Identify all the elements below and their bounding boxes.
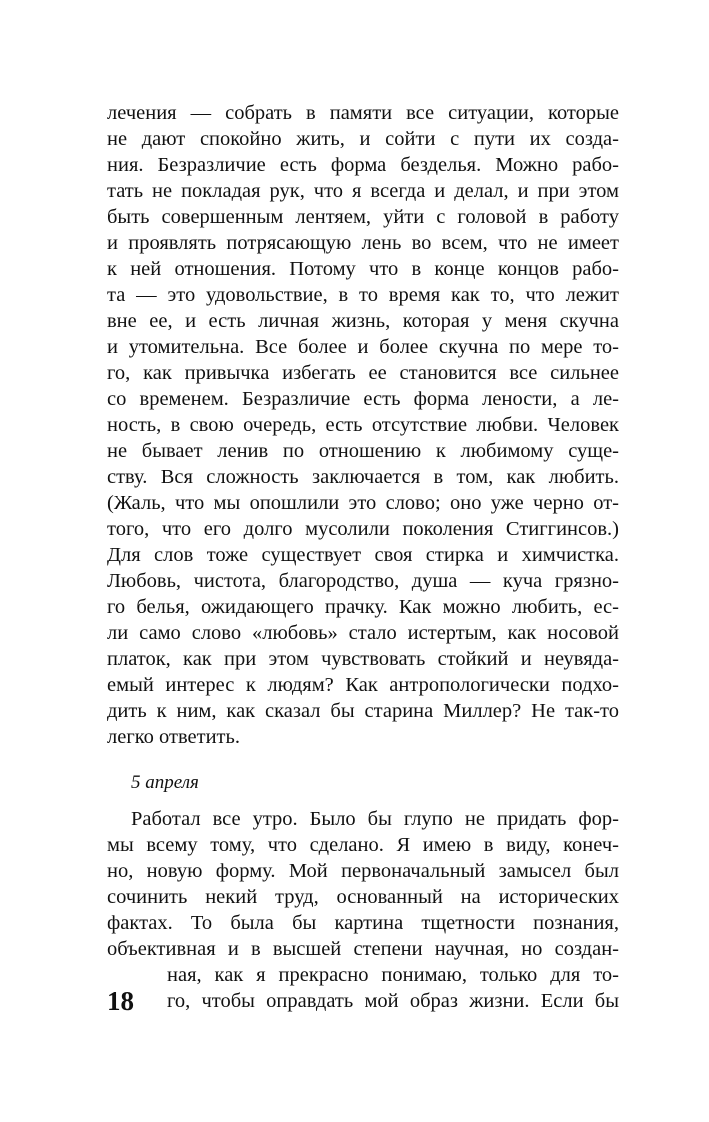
text-line: ству. Вся сложность заключается в том, как любить. [107, 466, 619, 488]
text-line: емый интерес к людям? Как антропологически подхо- [107, 674, 619, 696]
text-line: ния. Безразличие есть форма безделья. Можно рабо- [107, 154, 619, 176]
text-line: со временем. Безразличие есть форма лености, а ле- [107, 388, 619, 410]
text-line: платок, как при этом чувствовать стойкий и неувяда- [107, 648, 619, 670]
text-line: вне ее, и есть личная жизнь, которая у меня скучна [107, 310, 619, 332]
text-line: не дают спокойно жить, и сойти с пути их созда- [107, 128, 619, 150]
text-line: го, чтобы оправдать мой образ жизни. Если бы [167, 990, 619, 1012]
text-line: ли само слово «любовь» стало истертым, как носовой [107, 622, 619, 644]
text-line: го белья, ожидающего прачку. Как можно любить, ес- [107, 596, 619, 618]
text-line: ность, в свою очередь, есть отсутствие любви. Человек [107, 414, 619, 436]
text-line: объективная и в высшей степени научная, но создан- [107, 938, 619, 960]
text-line: фактах. То была бы картина тщетности познания, [107, 912, 619, 934]
text-line: того, что его долго мусолили поколения Стиггинсов.) [107, 518, 619, 540]
text-line: но, новую форму. Мой первоначальный замысел был [107, 860, 619, 882]
text-line: Работал все утро. Было бы глупо не придать фор- [131, 808, 619, 830]
text-line: (Жаль, что мы опошлили это слово; оно уже черно от- [107, 492, 619, 514]
date-heading: 5 апреля [131, 772, 199, 793]
text-line: сочинить некий труд, основанный на исторических [107, 886, 619, 908]
footer-text-block [107, 962, 619, 1014]
text-line: Для слов тоже существует своя стирка и химчистка. [107, 544, 619, 566]
text-line: Любовь, чистота, благородство, душа — куча грязно- [107, 570, 619, 592]
text-line: мы всему тому, что сделано. Я имею в виду, конеч- [107, 834, 619, 856]
text-line: ная, как я прекрасно понимаю, только для то- [167, 964, 619, 986]
text-line: не бывает ленив по отношению к любимому суще- [107, 440, 619, 462]
text-line: тать не покладая рук, что я всегда и делал, и при этом [107, 180, 619, 202]
diary-entry-paragraph [107, 806, 619, 962]
text-line: быть совершенным лентяем, уйти с головой в работу [107, 206, 619, 228]
page-number: 18 [107, 986, 134, 1016]
text-line: и проявлять потрясающую лень во всем, что не имеет [107, 232, 619, 254]
text-line: к ней отношения. Потому что в конце концов рабо- [107, 258, 619, 280]
text-line: лечения — собрать в памяти все ситуации, которые [107, 102, 619, 124]
text-line: и утомительна. Все более и более скучна по мере то- [107, 336, 619, 358]
paragraph-continuation [107, 100, 619, 750]
text-line: та — это удовольствие, в то время как то, что лежит [107, 284, 619, 306]
text-line: дить к ним, как сказал бы старина Миллер? Не так-то [107, 700, 619, 722]
text-line: го, как привычка избегать ее становится все сильнее [107, 362, 619, 384]
text-line: легко ответить. [107, 726, 240, 748]
